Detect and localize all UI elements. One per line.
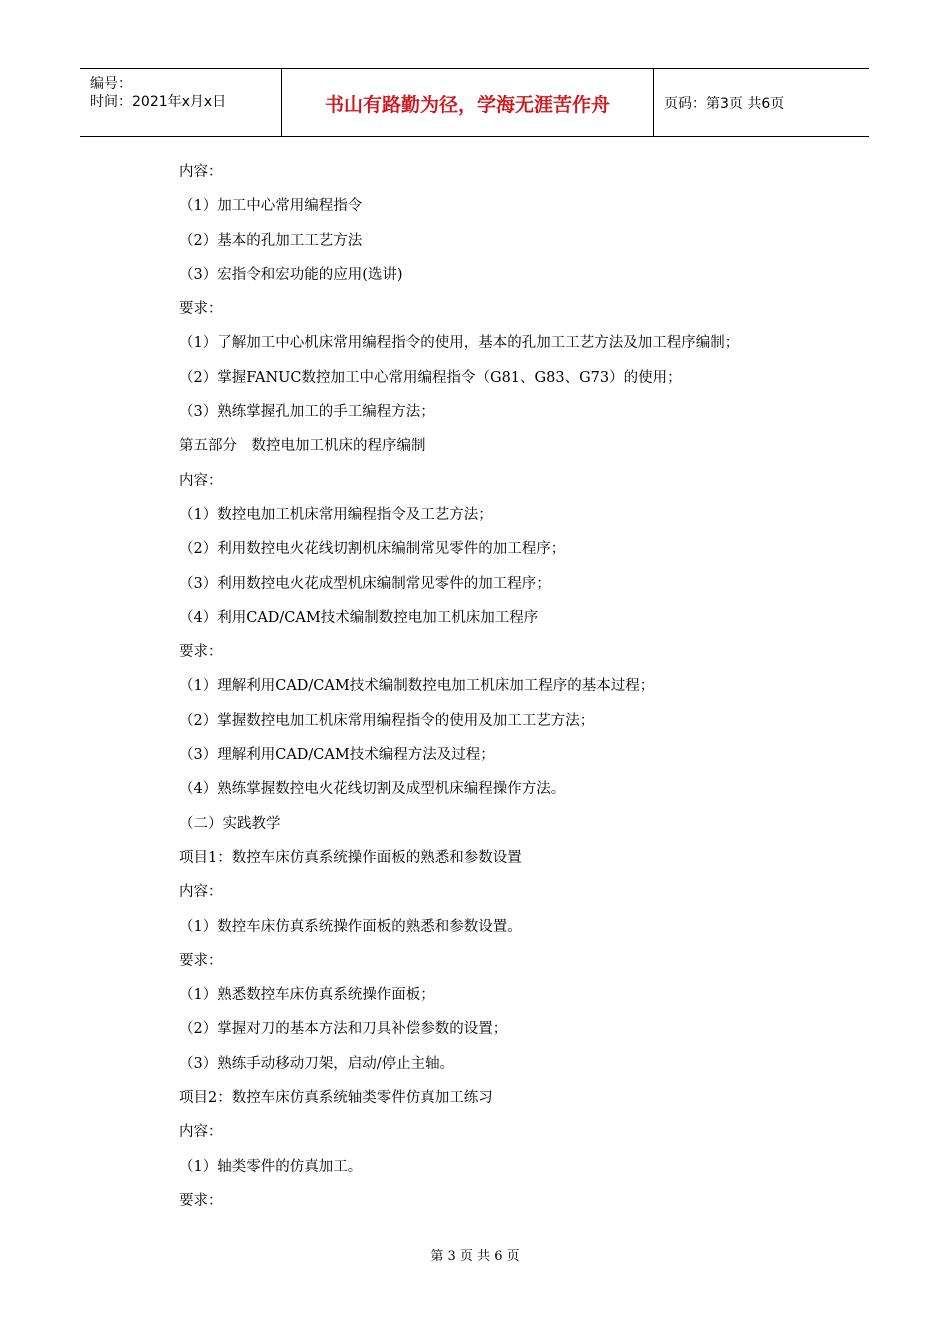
text-line: （二）实践教学 xyxy=(179,815,281,832)
header-page-label: 页码：第3页 共6页 xyxy=(664,95,785,112)
text-line: （3）熟练手动移动刀架，启动/停止主轴。 xyxy=(179,1055,455,1072)
page-header xyxy=(80,68,869,137)
header-info xyxy=(80,69,282,136)
text-line: 内容： xyxy=(179,164,223,180)
text-line: （2）利用数控电火花线切割机床编制常见零件的加工程序； xyxy=(179,541,566,558)
text-line: （3）利用数控电火花成型机床编制常见零件的加工程序； xyxy=(179,575,551,592)
text-line: （1）了解加工中心机床常用编程指令的使用，基本的孔加工工艺方法及加工程序编制； xyxy=(179,335,740,352)
text-line: （2）掌握对刀的基本方法和刀具补偿参数的设置； xyxy=(179,1021,508,1038)
text-line: （1）加工中心常用编程指令 xyxy=(179,198,363,215)
text-line: 要求： xyxy=(179,952,223,969)
text-line: （2）掌握FANUC数控加工中心常用编程指令（G81、G83、G73）的使用； xyxy=(179,369,682,386)
text-line: 项目1：数控车床仿真系统操作面板的熟悉和参数设置 xyxy=(179,849,522,866)
text-line: （1）轴类零件的仿真加工。 xyxy=(179,1158,363,1175)
text-line: （4）利用CAD/CAM技术编制数控电加工机床加工程序 xyxy=(179,609,539,626)
page-footer: 第 3 页 共 6 页 xyxy=(430,1249,520,1264)
text-line: 要求： xyxy=(179,644,223,661)
text-line: （1）熟悉数控车床仿真系统操作面板； xyxy=(179,987,435,1004)
text-line: 内容： xyxy=(179,472,223,489)
text-line: （2）掌握数控电加工机床常用编程指令的使用及加工工艺方法； xyxy=(179,712,595,729)
text-line: 第五部分 数控电加工机床的程序编制 xyxy=(179,438,426,455)
document-body xyxy=(179,155,839,1218)
header-motto: 书山有路勤为径，学海无涯苦作舟 xyxy=(282,69,654,136)
text-line: （2）基本的孔加工工艺方法 xyxy=(179,232,363,249)
text-line: 要求： xyxy=(179,1192,223,1209)
text-line: （3）理解利用CAD/CAM技术编程方法及过程； xyxy=(179,747,495,764)
text-line: （4）熟练掌握数控电火花线切割及成型机床编程操作方法。 xyxy=(179,781,566,798)
time-label: 时间：2021年x月x日 xyxy=(90,94,227,110)
text-line: （3）宏指令和宏功能的应用(选讲) xyxy=(179,266,403,283)
text-line: （1）数控电加工机床常用编程指令及工艺方法； xyxy=(179,506,493,523)
text-line: 要求： xyxy=(179,301,223,318)
number-label: 编号： xyxy=(90,76,132,92)
text-line: 内容： xyxy=(179,884,223,901)
text-line: 内容： xyxy=(179,1124,223,1141)
text-line: （1）理解利用CAD/CAM技术编制数控电加工机床加工程序的基本过程； xyxy=(179,678,655,695)
text-line: 项目2：数控车床仿真系统轴类零件仿真加工练习 xyxy=(179,1090,493,1107)
text-line: （3）熟练掌握孔加工的手工编程方法； xyxy=(179,404,435,421)
text-line: （1）数控车床仿真系统操作面板的熟悉和参数设置。 xyxy=(179,918,522,935)
